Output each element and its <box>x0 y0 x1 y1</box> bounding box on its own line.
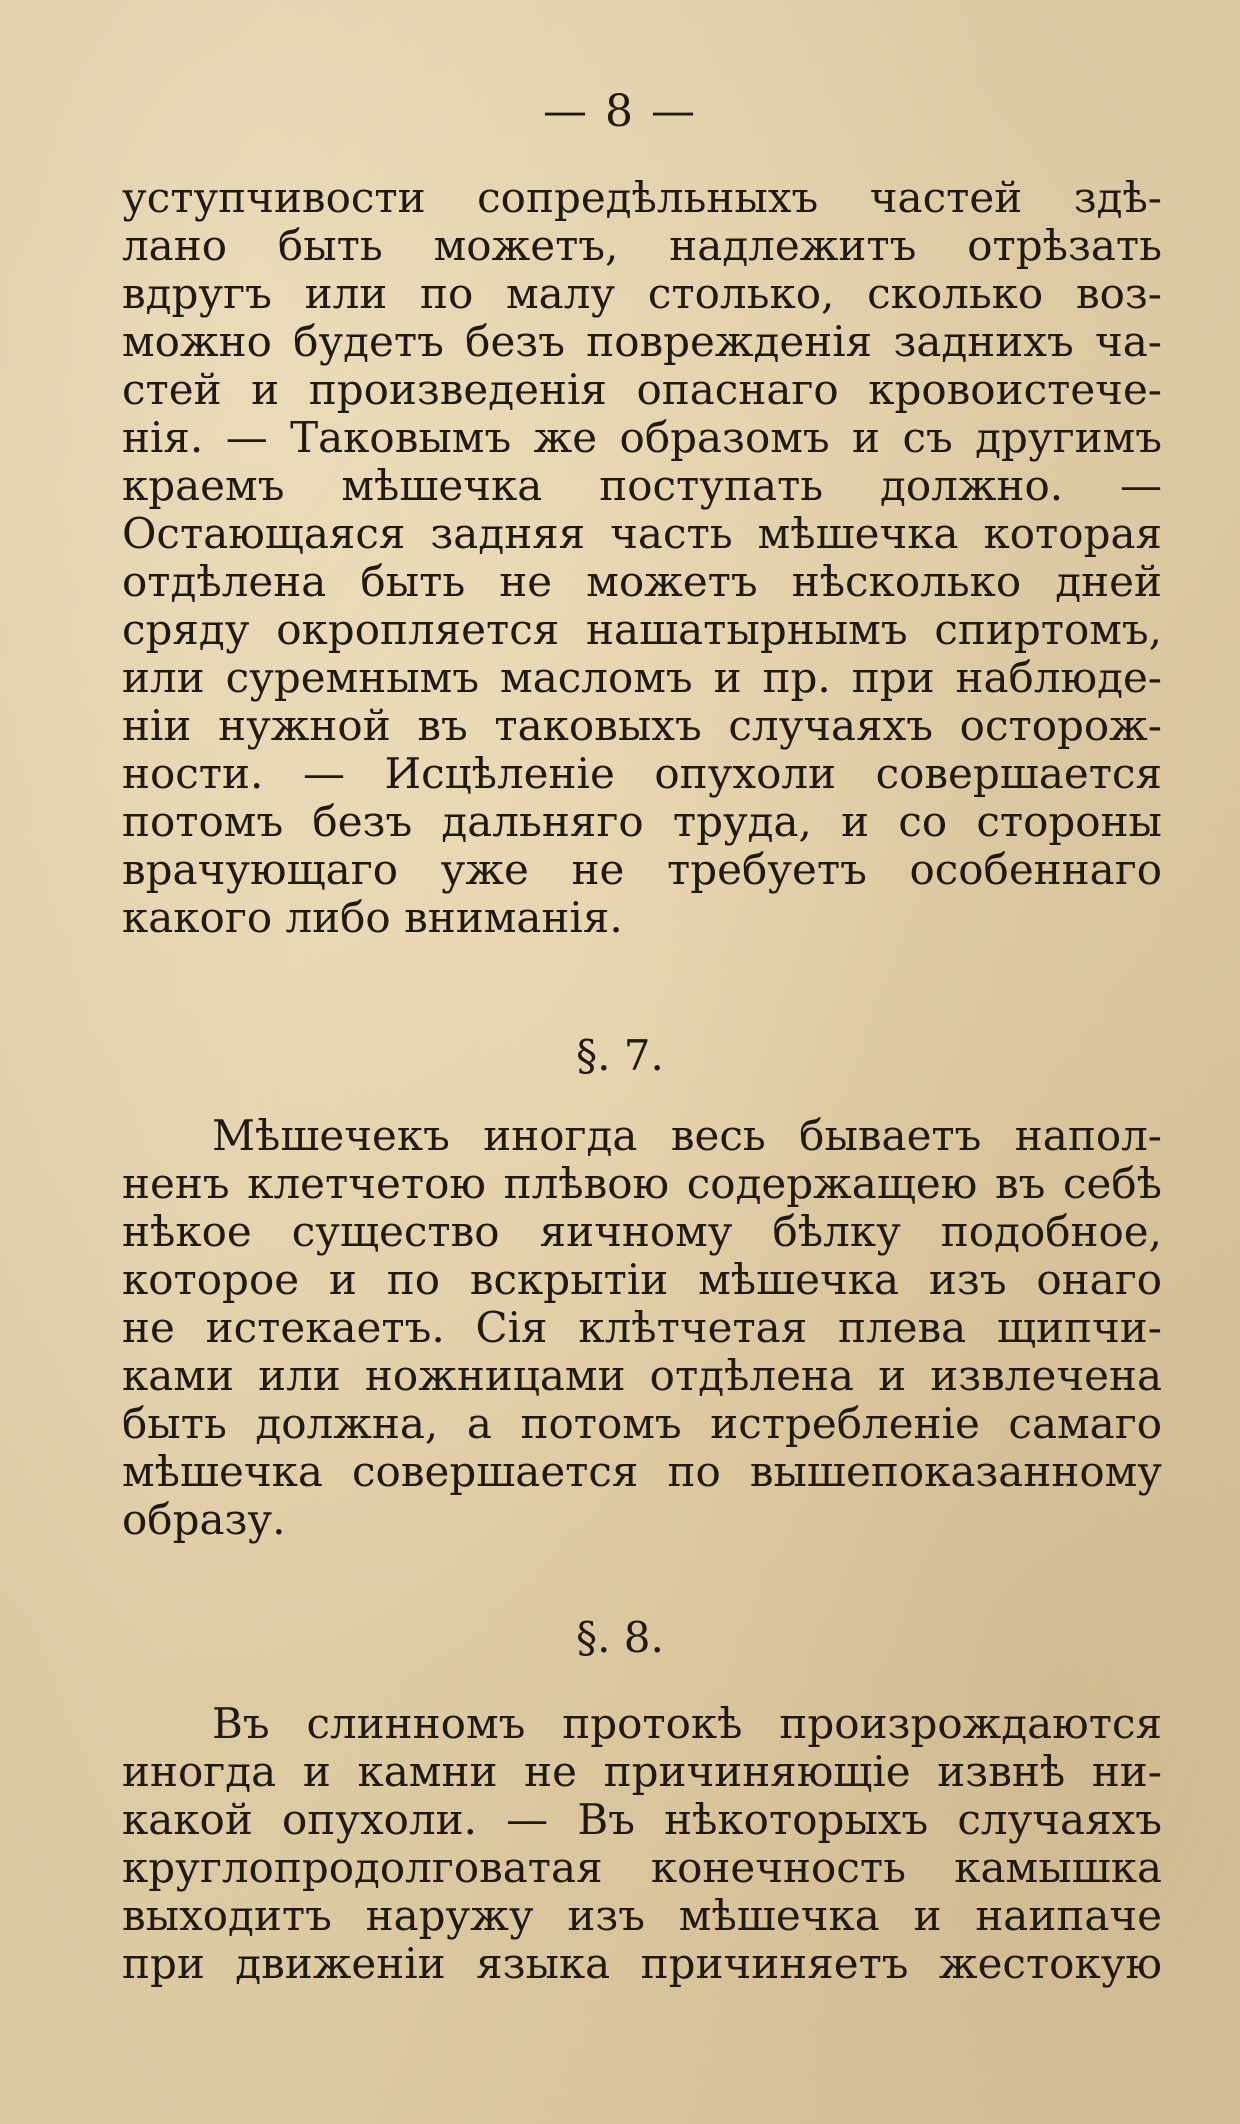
text-line: Въ слинномъ протокѣ произрождаются <box>212 1700 1162 1748</box>
page-number: — 8 — <box>543 86 697 137</box>
paragraph-continued <box>122 174 1162 942</box>
text-line: или суремнымъ масломъ и пр. при наблюде- <box>122 654 1162 702</box>
text-line: ками или ножницами отдѣлена и извлечена <box>122 1352 1162 1400</box>
text-line: какого либо вниманія. <box>122 894 623 942</box>
text-line: ніи нужной въ таковыхъ случаяхъ осторож- <box>122 702 1162 750</box>
text-line: стей и произведенія опаснаго кровоистече- <box>122 366 1162 414</box>
text-line: нѣкое существо яичному бѣлку подобное, <box>122 1208 1162 1256</box>
text-line: ности. — Исцѣленіе опухоли совершается <box>122 750 1162 798</box>
text-line: можно будетъ безъ поврежденія заднихъ ча- <box>122 318 1162 366</box>
text-line: выходитъ наружу изъ мѣшечка и наипаче <box>122 1892 1162 1940</box>
section-heading-7: §. 7. <box>576 1031 664 1080</box>
text-line: врачующаго уже не требуетъ особеннаго <box>122 846 1162 894</box>
text-line: мѣшечка совершается по вышепоказанному <box>122 1448 1162 1496</box>
text-line: быть должна, а потомъ истребленіе самаго <box>122 1400 1162 1448</box>
paragraph-section-7 <box>122 1112 1162 1544</box>
text-line: иногда и камни не причиняющіе извнѣ ни- <box>122 1748 1162 1796</box>
text-line: отдѣлена быть не можетъ нѣсколько дней <box>122 558 1162 606</box>
text-line: при движеніи языка причиняетъ жестокую <box>122 1940 1162 1988</box>
section-heading-8: §. 8. <box>576 1613 664 1662</box>
text-line: не истекаетъ. Сія клѣтчетая плева щипчи- <box>122 1304 1162 1352</box>
text-line: сряду окропляется нашатырнымъ спиртомъ, <box>122 606 1162 654</box>
text-line: круглопродолговатая конечность камышка <box>122 1844 1162 1892</box>
text-line: какой опухоли. — Въ нѣкоторыхъ случаяхъ <box>122 1796 1162 1844</box>
paragraph-section-8 <box>122 1700 1162 1988</box>
text-line: Остающаяся задняя часть мѣшечка которая <box>122 510 1162 558</box>
text-line: Мѣшечекъ иногда весь бываетъ напол- <box>212 1112 1162 1160</box>
text-line: которое и по вскрытіи мѣшечка изъ онаго <box>122 1256 1162 1304</box>
text-line: уступчивости сопредѣльныхъ частей здѣ- <box>122 174 1162 222</box>
text-line: потомъ безъ дальняго труда, и со стороны <box>122 798 1162 846</box>
text-line: ненъ клетчетою плѣвою содержащею въ себѣ <box>122 1160 1162 1208</box>
text-line: нія. — Таковымъ же образомъ и съ другимъ <box>122 414 1162 462</box>
text-line: вдругъ или по малу столько, сколько воз- <box>122 270 1162 318</box>
text-line: лано быть можетъ, надлежитъ отрѣзать <box>122 222 1162 270</box>
text-line: краемъ мѣшечка поступать должно. — <box>122 462 1162 510</box>
text-line: образу. <box>122 1496 286 1544</box>
